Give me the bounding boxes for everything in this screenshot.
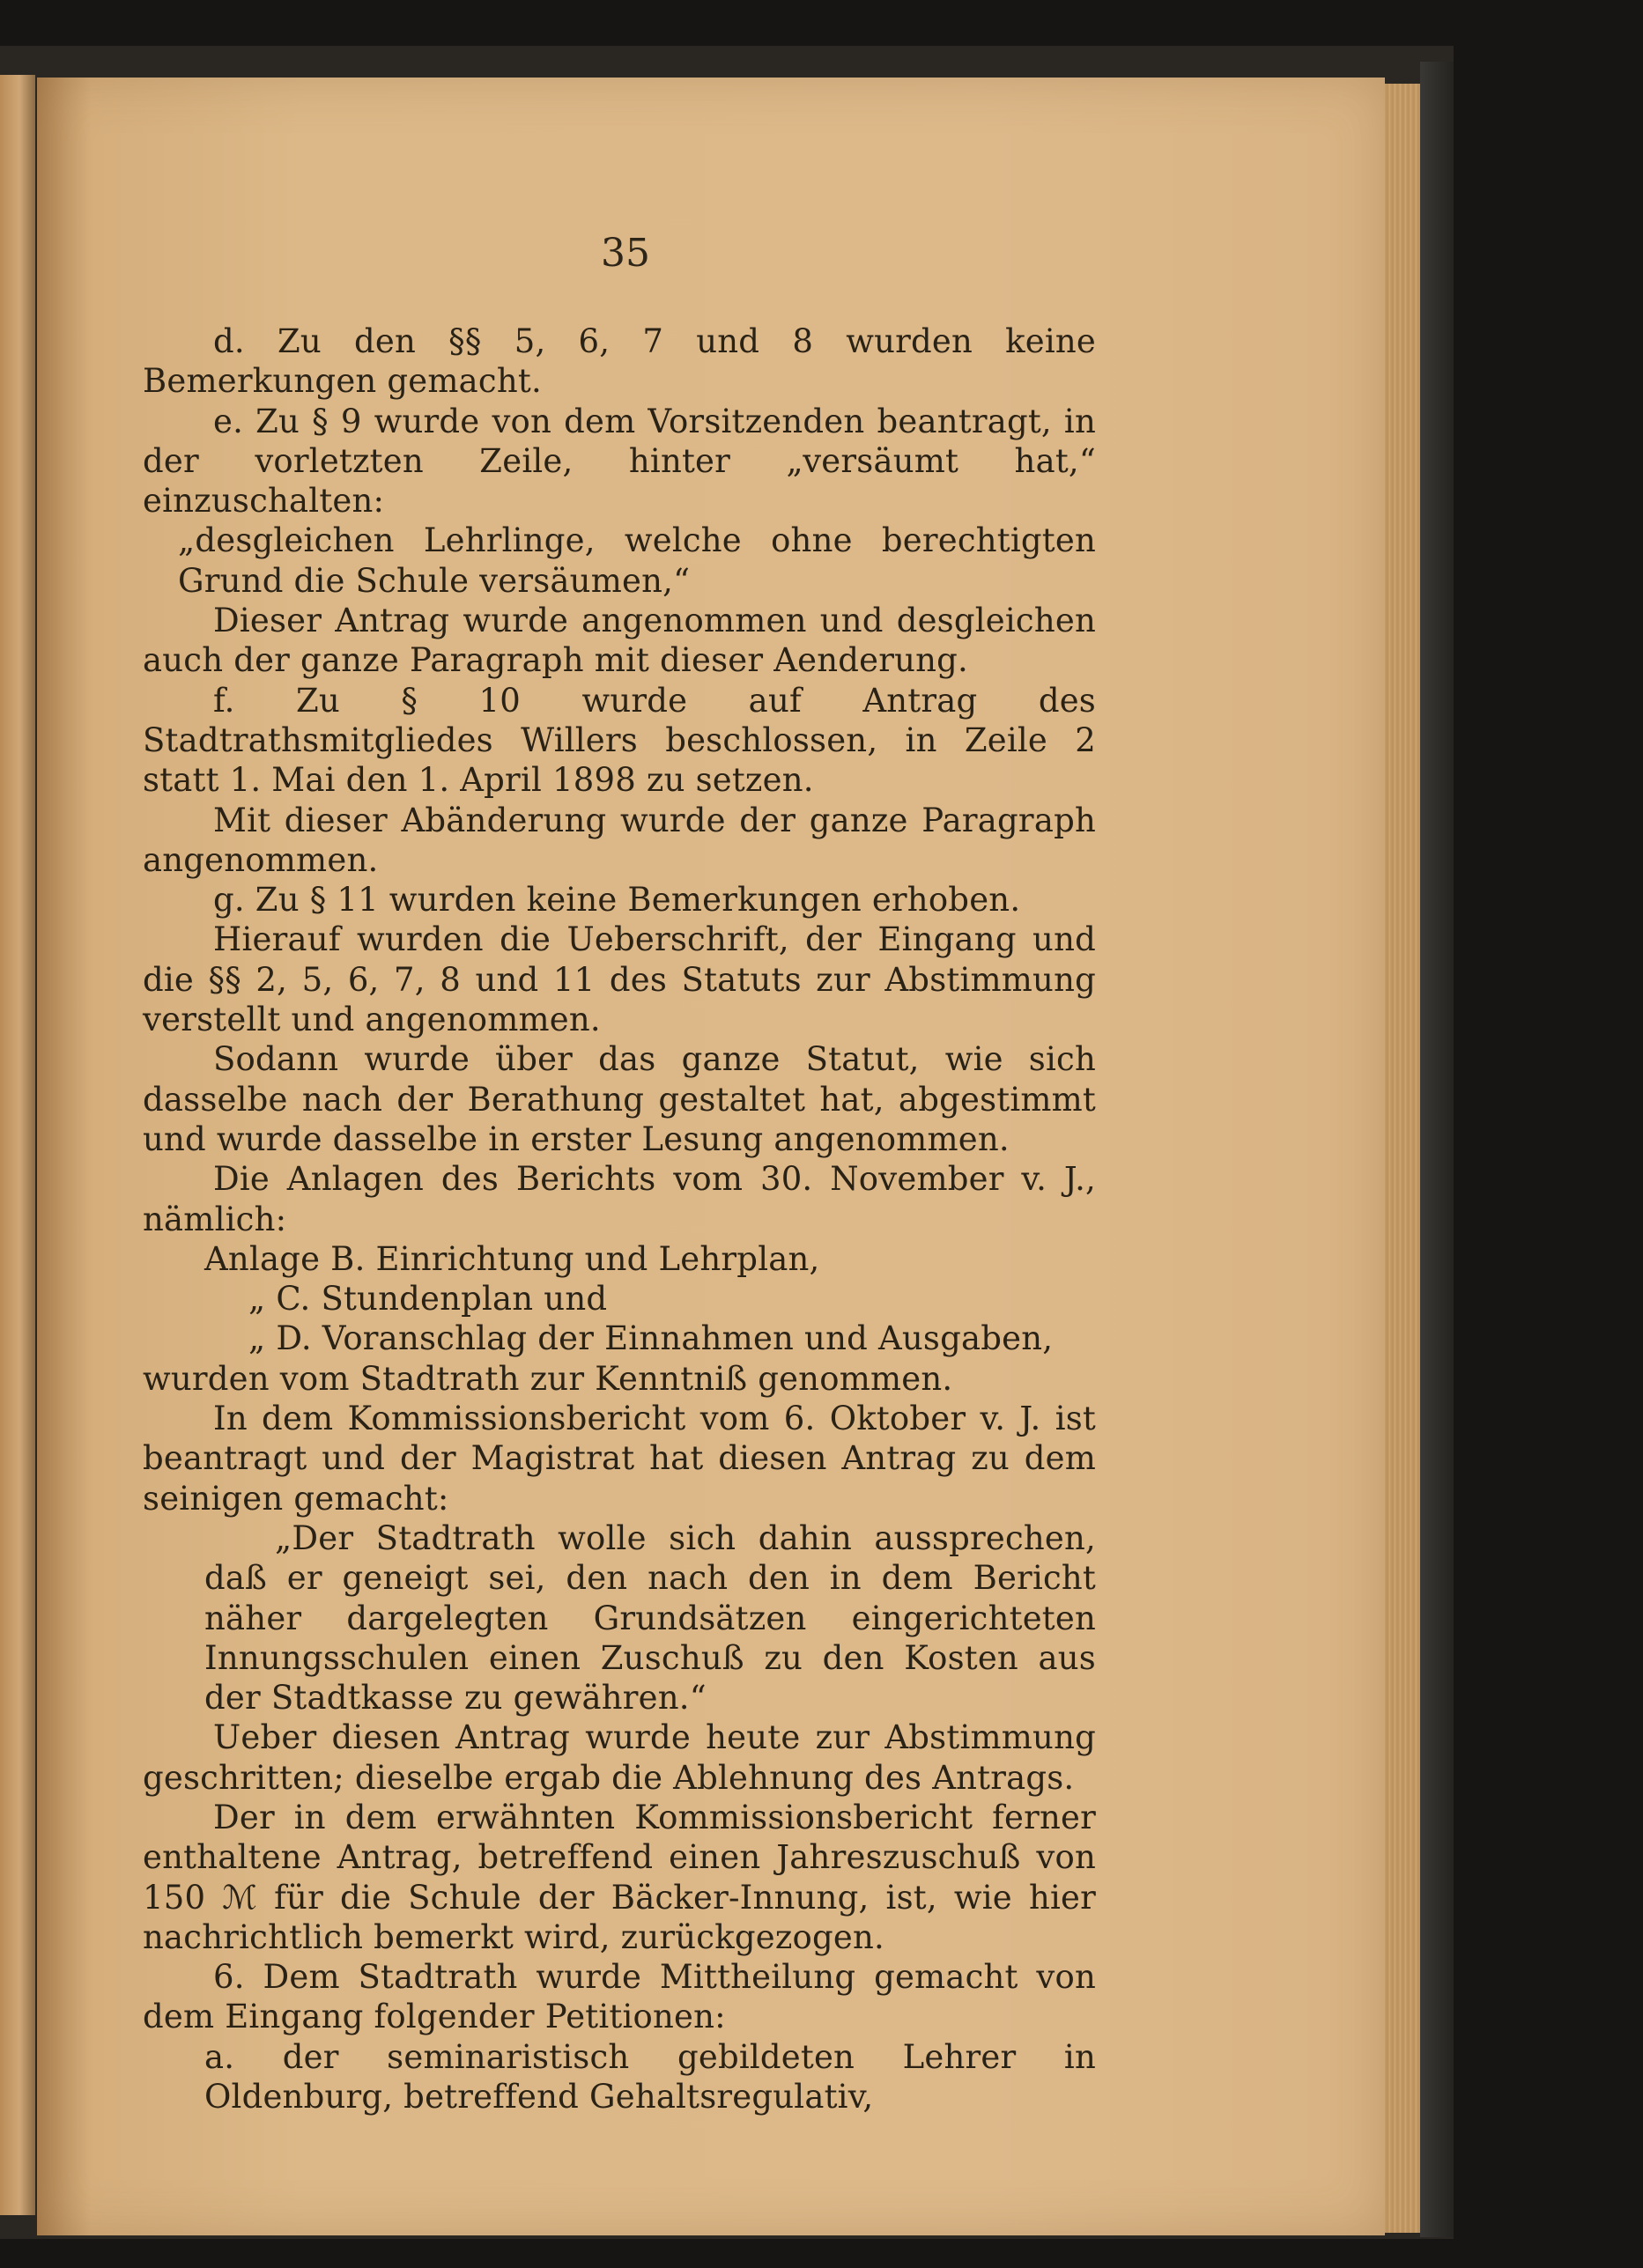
inserted-clause: „desgleichen Lehrlinge, welche ohne berechtigten Grund die Schule versäumen,“	[178, 521, 1096, 600]
attachment-c: „ C. Stundenplan und	[248, 1280, 608, 1319]
paragraph-e-result: Dieser Antrag wurde angenommen und desgleichen auch der ganze Paragraph mit dieser Aenderung.	[143, 602, 1096, 680]
attachment-b: Anlage B. Einrichtung und Lehrplan,	[204, 1239, 820, 1278]
paragraph-vote-statute: Sodann wurde über das ganze Statut, wie sich dasselbe nach der Berathung gestaltet hat, abgestimmt und wurde dasselbe in erster Lesung angenommen.	[143, 1040, 1096, 1158]
page-fore-edge	[1385, 84, 1420, 2233]
quoted-motion: „Der Stadtrath wolle sich dahin aussprechen, daß er geneigt sei, den nach den in dem Bericht näher dargelegten Grundsätzen eingerichteten Innungsschulen einen Zuschuß zu den Kosten aus der Stadtkasse zu gewähren.“	[204, 1518, 1096, 1718]
petition-a: a. der seminaristisch gebildeten Lehrer in Oldenburg, betreffend Gehaltsregulativ,	[204, 2037, 1096, 2117]
paragraph-attachments-noted: wurden vom Stadtrath zur Kenntniß genommen.	[143, 1359, 953, 1398]
page-number: 35	[601, 231, 650, 276]
paragraph-d: d. Zu den §§ 5, 6, 7 und 8 wurden keine Bemerkungen gemacht.	[143, 322, 1096, 401]
paragraph-commission-report: In dem Kommissionsbericht vom 6. Oktober v. J. ist beantragt und der Magistrat hat diesen Antrag zu dem seinigen gemacht:	[143, 1400, 1096, 1518]
page-body	[143, 321, 1096, 2117]
attachment-d: „ D. Voranschlag der Einnahmen und Ausgaben,	[248, 1319, 1054, 1358]
paragraph-f-result: Mit dieser Abänderung wurde der ganze Paragraph angenommen.	[143, 801, 1096, 879]
left-page-edge	[0, 75, 35, 2215]
paragraph-e: e. Zu § 9 wurde von dem Vorsitzenden beantragt, in der vorletzten Zeile, hinter „versäumt hat,“ einzuschalten:	[143, 402, 1096, 521]
paragraph-attachments: Die Anlagen des Berichts vom 30. November v. J., nämlich:	[143, 1160, 1096, 1238]
paragraph-g: g. Zu § 11 wurden keine Bemerkungen erhoben.	[213, 881, 1021, 920]
paragraph-vote-result: Ueber diesen Antrag wurde heute zur Abstimmung geschritten; dieselbe ergab die Ablehnung des Antrags.	[143, 1718, 1096, 1797]
paragraph-f: f. Zu § 10 wurde auf Antrag des Stadtrathsmitgliedes Willers beschlossen, in Zeile 2 statt 1. Mai den 1. April 1898 zu setzen.	[143, 681, 1096, 800]
paragraph-petitions: 6. Dem Stadtrath wurde Mittheilung gemacht von dem Eingang folgender Petitionen:	[143, 1958, 1096, 2036]
paragraph-vote-sections: Hierauf wurden die Ueberschrift, der Eingang und die §§ 2, 5, 6, 7, 8 und 11 des Statuts zur Abstimmung verstellt und angenommen.	[143, 920, 1096, 1039]
paragraph-baker-guild: Der in dem erwähnten Kommissionsbericht ferner enthaltene Antrag, betreffend einen Jahreszuschuß von 150 ℳ für die Schule der Bäcker-Innung, ist, wie hier nachrichtlich bemerkt wird, zurückgezogen.	[143, 1798, 1096, 1956]
book-cover-edge	[1420, 62, 1454, 2237]
